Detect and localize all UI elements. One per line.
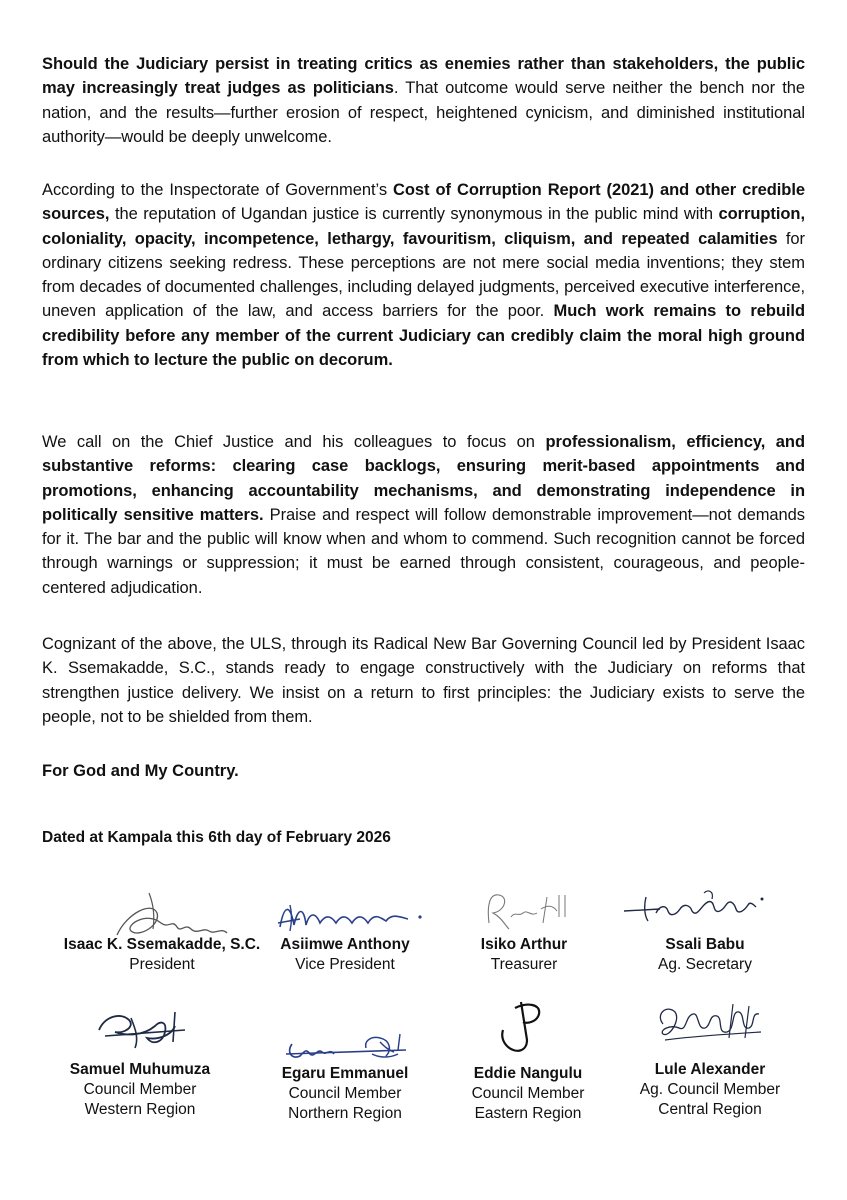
signatory-name: Ssali Babu xyxy=(665,936,745,953)
signature-mark-northern-region xyxy=(240,1014,450,1084)
signature-mark-central-region xyxy=(605,994,815,1064)
paragraph-bold-run: Cost of Corruption Report (2021) and other credible sources, xyxy=(42,181,805,224)
paragraph-text-run: Praise and respect will follow demonstrable improvement—not demands for it. The bar and the public will know when and whom to commend. Such recognition cannot be forced through warnings or suppression; it must be earned through consistent, courageous, and people-centered adjudication. xyxy=(42,505,806,597)
paragraph-uls-ready-to-engage xyxy=(42,632,805,729)
signatory-title: Treasurer xyxy=(490,956,558,973)
signatory-block-northern-region xyxy=(240,1064,450,1124)
signatory-block-central-region xyxy=(605,1060,815,1120)
paragraph-text-run: Cognizant of the above, the ULS, through its Radical New Bar Governing Council led by President Isaac K. Ssemakadde, S.C., stands ready to engage constructively with the Judiciary on reforms that strengthen justice delivery. We insist on a return to first principles: the Judiciary exists to serve the people, not to be shielded from them. xyxy=(42,635,805,726)
signatory-region: Central Region xyxy=(658,1101,762,1118)
signatory-name: Eddie Nangulu xyxy=(473,1065,583,1082)
signatory-title: Vice President xyxy=(295,956,395,973)
signature-mark-treasurer xyxy=(419,877,629,947)
signatory-title: Ag. Secretary xyxy=(658,956,752,973)
paragraph-bold-run: Much work remains to rebuild credibility before any member of the current Judiciary can credibly claim the moral high ground from which to lecture the public on decorum. xyxy=(42,302,805,370)
signature-mark-secretary xyxy=(600,875,810,945)
signatory-name: Isiko Arthur xyxy=(480,936,568,953)
signatory-title: Council Member xyxy=(471,1085,585,1102)
paragraph-text-run: for ordinary citizens seeking redress. These perceptions are not mere social media inventions; they stem from decades of documented challenges, including delayed judgments, perceived executive interference, uneven application of the law, and access barriers for the poor. xyxy=(42,229,805,321)
paragraph-call-on-chief-justice xyxy=(42,430,805,600)
paragraph-text-run: According to the Inspectorate of Government’s xyxy=(42,181,394,199)
paragraph-text-run: the reputation of Ugandan justice is currently synonymous in the public mind with xyxy=(109,205,719,224)
signatory-name: Isaac K. Ssemakadde, S.C. xyxy=(63,936,261,953)
signatory-region: Northern Region xyxy=(288,1105,402,1122)
signature-mark-eastern-region xyxy=(423,996,633,1066)
signatory-region: Western Region xyxy=(84,1101,196,1118)
signatory-title: Council Member xyxy=(83,1081,197,1098)
signatory-block-western-region xyxy=(35,1060,245,1120)
signatory-block-president xyxy=(57,935,267,975)
signatory-title: Ag. Council Member xyxy=(639,1081,781,1098)
signature-mark-president xyxy=(57,883,267,953)
paragraph-judges-as-politicians xyxy=(42,52,805,149)
signatory-block-eastern-region xyxy=(423,1064,633,1124)
signatory-block-treasurer xyxy=(419,935,629,975)
signatory-name: Samuel Muhumuza xyxy=(69,1061,211,1078)
paragraph-text-run: We call on the Chief Justice and his colleagues to focus on xyxy=(42,433,546,451)
paragraph-cost-of-corruption xyxy=(42,178,805,372)
signatory-title: President xyxy=(129,956,195,973)
signatory-region: Eastern Region xyxy=(474,1105,582,1122)
paragraph-text-run: . That outcome would serve neither the bench nor the nation, and the results—further erosion of respect, heightened cynicism, and diminished institutional authority—would be deeply unwelcome. xyxy=(42,79,805,146)
signatory-name: Egaru Emmanuel xyxy=(281,1065,409,1082)
signatory-name: Asiimwe Anthony xyxy=(280,936,410,953)
paragraph-bold-run: professionalism, efficiency, and substantive reforms: clearing case backlogs, ensuring merit-based appointments and promotions, enhancing accountability mechanisms, and demonstrating independence in politically sensitive matters. xyxy=(42,433,805,524)
dated-line: Dated at Kampala this 6th day of February 2026 xyxy=(42,829,391,846)
signature-mark-western-region xyxy=(35,996,245,1066)
closing-motto: For God and My Country. xyxy=(42,762,239,780)
paragraph-bold-run: Should the Judiciary persist in treating critics as enemies rather than stakeholders, the public may increasingly treat judges as politicians xyxy=(42,55,805,98)
paragraph-bold-run: corruption, coloniality, opacity, incompetence, lethargy, favouritism, cliquism, and repeated calamities xyxy=(42,205,805,248)
signatory-block-secretary xyxy=(600,935,810,975)
signatory-title: Council Member xyxy=(288,1085,402,1102)
signatory-name: Lule Alexander xyxy=(654,1061,766,1078)
